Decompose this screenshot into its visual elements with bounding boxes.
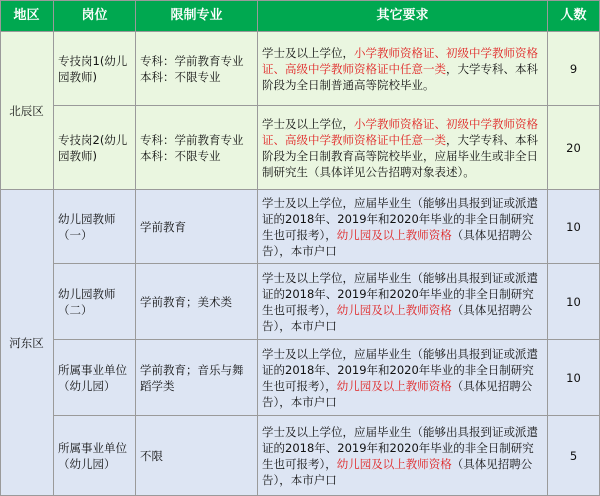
table-row-major xyxy=(136,106,258,190)
table-row-position xyxy=(54,340,136,416)
table-row-count: 10 xyxy=(548,340,600,416)
req-text: 学士及以上学位，应届毕业生（能够出具报到证或派遣证的2018年、2019年和2020年毕业的非全日制研究生也可报考）， xyxy=(262,195,538,242)
table-row-requirements xyxy=(258,32,548,106)
header-position: 岗位 xyxy=(54,0,136,32)
req-highlight: 小学教师资格证、初级中学教师资格证、高级中学教师资格证中任意一类 xyxy=(262,45,538,76)
district-beichen: 北辰区 xyxy=(0,32,54,190)
table-row-position xyxy=(54,264,136,340)
req-text: ，大学专科、本科阶段为全日制教育高等院校毕业，应届毕业生或非全日制研究生（具体详见公告招聘对象表述）。 xyxy=(262,132,538,179)
table-row-position xyxy=(54,416,136,496)
table-row-major xyxy=(136,416,258,496)
position-text: 所属事业单位（幼儿园） xyxy=(58,440,127,471)
req-highlight: 小学教师资格证、初级中学教师资格证、高级中学教师资格证中任意一类 xyxy=(262,116,538,147)
req-highlight: 幼儿园及以上教师资格 xyxy=(336,302,452,317)
header-count: 人数 xyxy=(548,0,600,32)
table-row-requirements xyxy=(258,264,548,340)
major-text: 学前教育；音乐与舞蹈学类 xyxy=(140,362,244,393)
major-text: 学前教育；美术类 xyxy=(140,294,232,309)
req-text: （具体见招聘公告），本市户口 xyxy=(262,302,533,333)
table-row-position xyxy=(54,106,136,190)
position-text: 专技岗1(幼儿园教师) xyxy=(58,53,128,84)
table-row-count: 9 xyxy=(548,32,600,106)
table-row-requirements xyxy=(258,190,548,264)
position-text: 所属事业单位（幼儿园） xyxy=(58,362,127,393)
req-text: ，大学专科、本科阶段为全日制普通高等院校毕业。 xyxy=(262,61,538,92)
position-text: 幼儿园教师（一） xyxy=(58,211,116,242)
req-text: 学士及以上学位， xyxy=(262,45,354,60)
position-text: 专技岗2(幼儿园教师) xyxy=(58,132,128,163)
header-requirements: 其它要求 xyxy=(258,0,548,32)
header-district: 地区 xyxy=(0,0,54,32)
req-highlight: 幼儿园及以上教师资格 xyxy=(336,456,452,471)
table-row-count: 20 xyxy=(548,106,600,190)
table-row-requirements xyxy=(258,416,548,496)
header-major: 限制专业 xyxy=(136,0,258,32)
table-row-major xyxy=(136,264,258,340)
req-text: 学士及以上学位，应届毕业生（能够出具报到证或派遣证的2018年、2019年和2020年毕业的非全日制研究生也可报考）， xyxy=(262,270,538,317)
table-row-count: 10 xyxy=(548,190,600,264)
table-row-major xyxy=(136,32,258,106)
req-text: 学士及以上学位，应届毕业生（能够出具报到证或派遣证的2018年、2019年和2020年毕业的非全日制研究生也可报考）， xyxy=(262,346,538,393)
district-hedong: 河东区 xyxy=(0,190,54,496)
major-text: 专科：学前教育专业 本科：不限专业 xyxy=(140,53,244,84)
req-text: （具体见招聘公告），本市户口 xyxy=(262,378,533,409)
table-row-major xyxy=(136,190,258,264)
req-text: 学士及以上学位， xyxy=(262,116,354,131)
table-row-position xyxy=(54,32,136,106)
table-row-requirements xyxy=(258,340,548,416)
table-row-position xyxy=(54,190,136,264)
table-row-count: 10 xyxy=(548,264,600,340)
req-text: （具体见招聘公告），本市户口 xyxy=(262,456,533,487)
table-row-requirements xyxy=(258,106,548,190)
req-text: 学士及以上学位，应届毕业生（能够出具报到证或派遣证的2018年、2019年和2020年毕业的非全日制研究生也可报考）， xyxy=(262,424,538,471)
major-text: 专科：学前教育专业 本科：不限专业 xyxy=(140,132,244,163)
req-highlight: 幼儿园及以上教师资格 xyxy=(336,227,452,242)
position-text: 幼儿园教师（二） xyxy=(58,286,116,317)
req-highlight: 幼儿园及以上教师资格 xyxy=(336,378,452,393)
major-text: 学前教育 xyxy=(140,219,186,234)
table-row-major xyxy=(136,340,258,416)
req-text: （具体见招聘公告），本市户口 xyxy=(262,227,533,258)
major-text: 不限 xyxy=(140,448,163,463)
table-row-count: 5 xyxy=(548,416,600,496)
